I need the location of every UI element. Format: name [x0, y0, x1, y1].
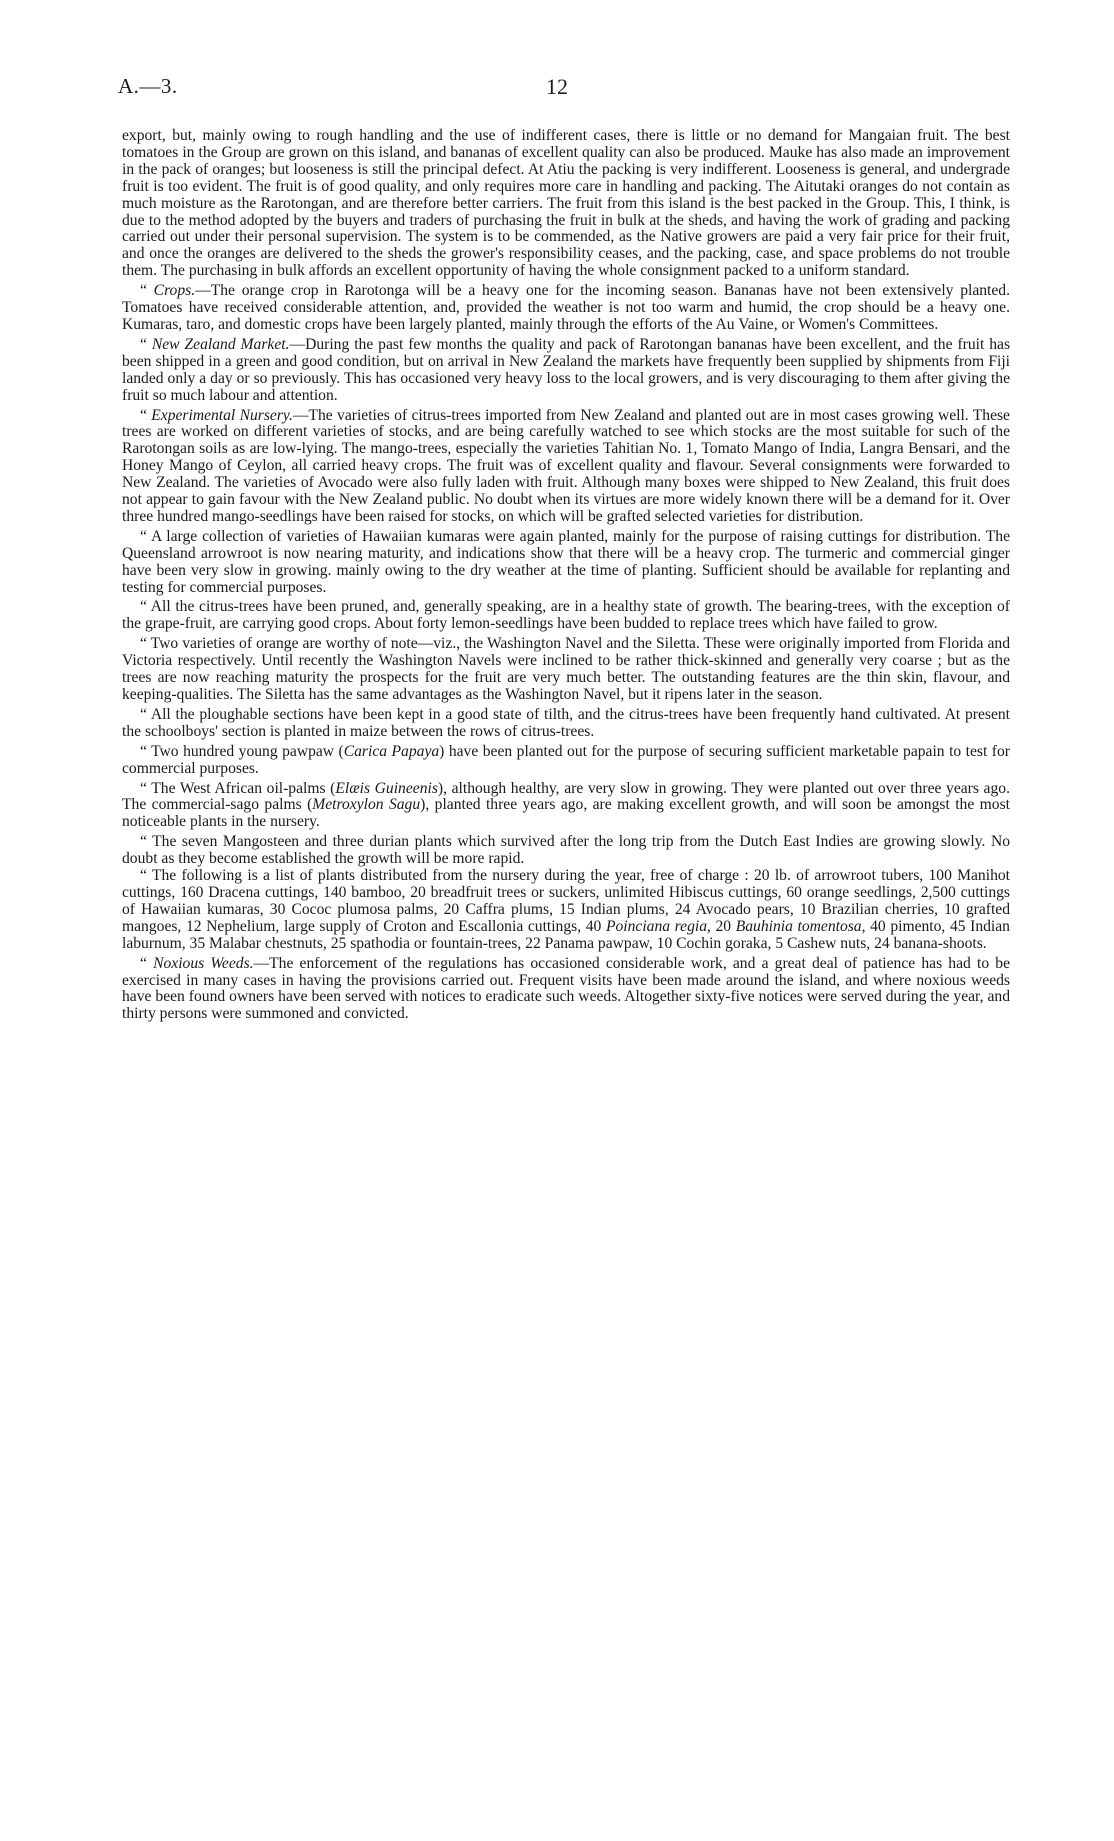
text-run: , 20: [707, 917, 736, 935]
text-run: “ The West African oil-palms (: [140, 779, 336, 797]
text-run: “: [140, 954, 154, 972]
text-run: , 40 pimento, 45 Indian laburnum, 35 Malabar chestnuts, 25 spathodia or fountain-trees, 22 Panama pawpaw, 10 Cochin goraka, 5 Cashew nuts, 24 banana-shoots.: [122, 917, 1010, 952]
paragraph: [122, 128, 1010, 280]
paragraph-noxious-weeds: [122, 956, 1010, 1024]
page-number: 12: [546, 74, 568, 99]
page-header: [118, 74, 996, 104]
text-run: export, but, mainly owing to rough handling and the use of indifferent cases, there is little or no demand for Mangaian fruit. The best tomatoes in the Group are grown on this island, and bananas of excellent quality can also be produced. Mauke has also made an improvement in the pack of oranges; but looseness is still the principal defect. At Atiu the packing is very indifferent. Looseness is general, and undergrade fruit is too evident. The fruit is of good quality, and only requires more care in handling and packing. The Aitutaki oranges do not contain as much moisture as the Rarotongan, and are therefore better carriers. The fruit from this island is the best packed in the Group. This, I think, is due to the method adopted by the buyers and traders of purchasing the fruit in bulk at the sheds, and having the work of grading and packing carried out under their personal supervision. The system is to be commended, as the Native growers are paid a very fair price for their fruit, and once the oranges are delivered to the sheds the grower's responsibility ceases, and the packing, case, and space problems do not trouble them. The purchasing in bulk affords an excellent opportunity of having the whole consignment packed to a uniform standard.: [122, 127, 1010, 280]
text-run: “: [140, 406, 152, 424]
section-heading: Crops.: [153, 282, 196, 300]
document-body: [122, 128, 1010, 1026]
paragraph: [122, 781, 1010, 832]
text-run: “ The following is a list of plants distributed from the nursery during the year, free of charge : 20 lb. of arrowroot tubers, 100 Manihot cuttings, 160 Dracena cuttings, 140 bamboo, 20 breadfruit trees or suckers, unlimited Hibiscus cuttings, 60 orange seedlings, 2,500 cuttings of Hawaiian kumaras, 30 Cococ plumosa palms, 20 Caffra plums, 15 Indian plums, 24 Avocado pears, 10 Brazilian cherries, 10 grafted mangoes, 12 Nephelium, large supply of Croton and Escallonia cuttings, 40: [122, 867, 1010, 935]
paragraph: [122, 707, 1010, 741]
section-heading: New Zealand Market.: [151, 335, 290, 353]
paragraph: [122, 529, 1010, 597]
species-name: Elæis Guineenis: [335, 779, 438, 797]
text-run: —The varieties of citrus-trees imported from New Zealand and planted out are in most cases growing well. These trees are worked on different varieties of stocks, and are being carefully watched to see which stocks are the most suitable for such of the Rarotongan soils as are low-lying. The mango-trees, especially the varieties Tahitian No. 1, Tomato Mango of India, Langra Bensari, and the Honey Mango of Ceylon, all carried heavy crops. The fruit was of excellent quality and flavour. Several consignments were forwarded to New Zealand. The varieties of Avocado were also fully laden with fruit. Although many boxes were shipped to New Zealand, this fruit does not appear to gain favour with the New Zealand public. No doubt when its virtues are more widely known there will be a demand for it. Over three hundred mango-seedlings have been raised for stocks, on which will be grafted selected varieties for distribution.: [122, 406, 1010, 525]
text-run: —The enforcement of the regulations has occasioned considerable work, and a great deal of patience has had to be exercised in many cases in having the provisions carried out. Frequent visits have been made around the island, and where noxious weeds have been found owners have been served with notices to eradicate such weeds. Altogether sixty-five notices were served during the year, and thirty persons were summoned and convicted.: [122, 954, 1010, 1023]
species-name: Metroxylon Sagu: [312, 796, 421, 814]
paragraph-new-zealand-market: [122, 337, 1010, 405]
section-heading: Experimental Nursery.: [151, 406, 293, 424]
paragraph-experimental-nursery: [122, 408, 1010, 526]
text-run: “ A large collection of varieties of Hawaiian kumaras were again planted, mainly for the purpose of raising cuttings for distribution. The Queensland arrowroot is now nearing maturity, and indications show that there will be a heavy crop. The turmeric and commercial ginger have been very slow in growing. mainly owing to the dry weather at the time of planting. Sufficient should be available for replanting and testing for commercial purposes.: [122, 527, 1010, 596]
text-run: —The orange crop in Rarotonga will be a heavy one for the incoming season. Bananas have not been extensively planted. Tomatoes have received considerable attention, and, provided the weather is not too warm and humid, the crop should be a heavy one. Kumaras, taro, and domestic crops have been largely planted, mainly through the efforts of the Au Vaine, or Women's Committees.: [122, 282, 1010, 333]
text-run: “ Two varieties of orange are worthy of note—viz., the Washington Navel and the Siletta. These were originally imported from Florida and Victoria respectively. Until recently the Washington Navels were inclined to be rather thick-skinned and generally very coarse ; but as the trees are now reaching maturity the prospects for the fruit are very much better. The outstanding features are the thin skin, flavour, and keeping-qualities. The Siletta has the same advantages as the Washington Navel, but it ripens later in the season.: [122, 635, 1010, 703]
text-run: ) have been planted out for the purpose of securing sufficient marketable papain to test for commercial purposes.: [122, 742, 1010, 777]
text-run: “: [140, 282, 154, 300]
species-name: Bauhinia tomentosa: [735, 917, 862, 935]
text-run: “ All the ploughable sections have been kept in a good state of tilth, and the citrus-trees have been frequently hand cultivated. At present the schoolboys' section is planted in maize between the rows of citrus-trees.: [122, 705, 1010, 740]
text-run: “ Two hundred young pawpaw (: [140, 742, 344, 760]
text-run: “: [140, 335, 152, 353]
species-name: Poinciana regia: [605, 917, 707, 935]
paragraph: [122, 636, 1010, 704]
document-reference: A.—3.: [118, 74, 178, 98]
text-run: —During the past few months the quality and pack of Rarotongan bananas have been excellent, and the fruit has been shipped in a green and good condition, but on arrival in New Zealand the markets have frequently been supplied by shipments from Fiji landed only a day or so previously. This has occasioned very heavy loss to the local growers, and is very discouraging to them after giving the fruit so much labour and attention.: [122, 335, 1011, 404]
text-run: ), planted three years ago, are making excellent growth, and will soon be amongst the most noticeable plants in the nursery.: [122, 796, 1010, 831]
section-heading: Noxious Weeds.: [153, 954, 254, 972]
text-run: “ All the citrus-trees have been pruned, and, generally speaking, are in a healthy state of growth. The bearing-trees, with the exception of the grape-fruit, are carrying good crops. About forty lemon-seedlings have been budded to replace trees which have failed to grow.: [122, 598, 1010, 633]
paragraph: [122, 744, 1010, 778]
paragraph-crops: [122, 283, 1010, 334]
species-name: Carica Papaya: [343, 742, 440, 760]
paragraph-plant-list: [122, 868, 1010, 953]
paragraph: [122, 834, 1010, 868]
paragraph: [122, 599, 1010, 633]
text-run: “ The seven Mangosteen and three durian plants which survived after the long trip from the Dutch East Indies are growing slowly. No doubt as they become established the growth will be more rapid.: [122, 833, 1010, 868]
text-run: ), although healthy, are very slow in growing. They were planted out over three years ago. The commercial-sago palms (: [122, 779, 1010, 814]
